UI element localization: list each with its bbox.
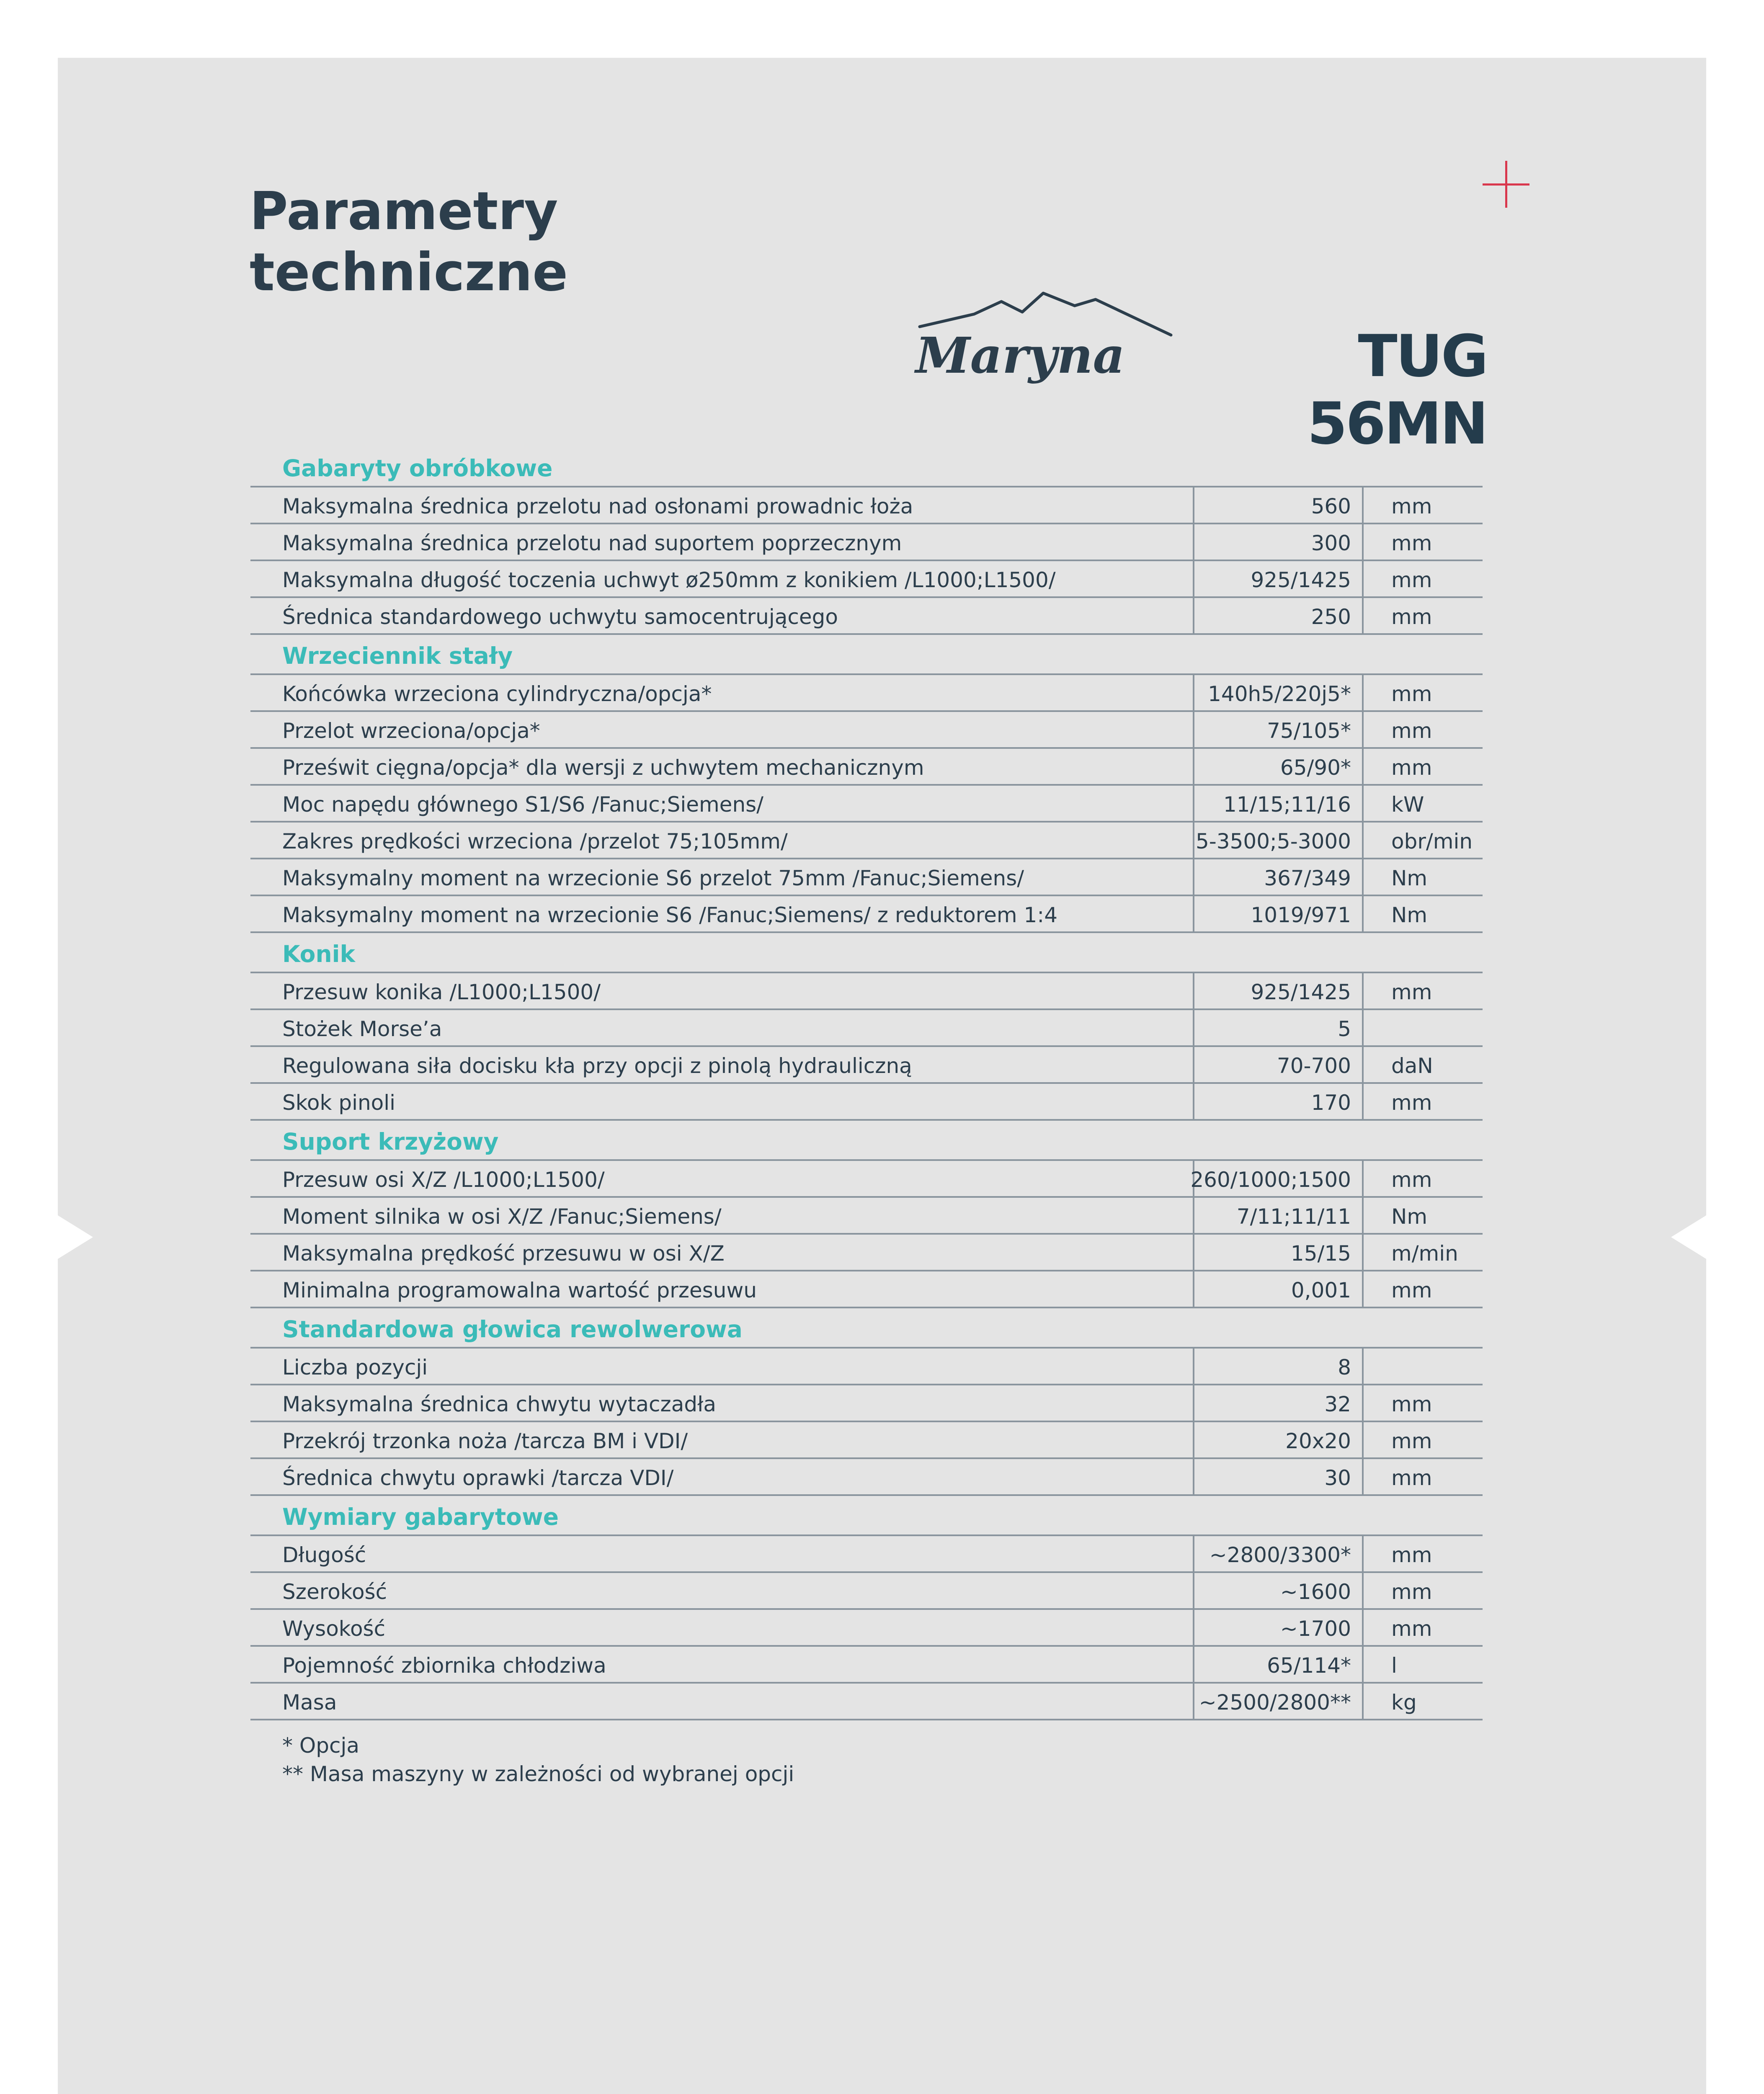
title-line-1: Parametry	[250, 181, 558, 242]
value-cell	[1193, 1536, 1364, 1571]
row-value: 75/105*	[1267, 719, 1351, 743]
value-cell	[1193, 598, 1364, 633]
row-unit: mm	[1391, 1429, 1432, 1453]
value-cell	[1193, 487, 1364, 523]
value-cell	[1193, 1010, 1364, 1045]
table-row	[250, 1271, 1483, 1308]
row-unit: Nm	[1391, 1204, 1428, 1229]
table-row	[250, 1610, 1483, 1647]
table-row	[250, 598, 1483, 635]
value-cell	[1193, 1084, 1364, 1119]
table-row	[250, 675, 1483, 712]
table-row	[250, 859, 1483, 896]
row-value: 1019/971	[1251, 903, 1351, 927]
section-header	[250, 447, 1483, 487]
value-cell	[1193, 786, 1364, 821]
value-cell	[1193, 823, 1364, 858]
value-cell	[1190, 1161, 1364, 1196]
table-row	[250, 1235, 1483, 1271]
table-row	[250, 1161, 1483, 1198]
row-unit: mm	[1391, 1091, 1432, 1115]
table-row	[250, 1385, 1483, 1422]
row-label: Maksymalna długość toczenia uchwyt ø250mm z konikiem /L1000;L1500/	[282, 568, 1056, 592]
brand-name: Maryna	[916, 326, 1125, 384]
row-value: 300	[1311, 531, 1351, 555]
value-cell	[1193, 1235, 1364, 1270]
row-unit: m/min	[1391, 1241, 1458, 1266]
row-label: Maksymalna średnica przelotu nad suportem poprzecznym	[282, 531, 902, 555]
row-label: Liczba pozycji	[282, 1355, 428, 1380]
row-value: 140h5/220j5*	[1208, 682, 1351, 706]
row-unit: mm	[1391, 1278, 1432, 1302]
row-label: Moment silnika w osi X/Z /Fanuc;Siemens/	[282, 1204, 722, 1229]
title-line-2: techniczne	[250, 242, 568, 303]
value-cell	[1193, 1610, 1364, 1645]
row-unit: mm	[1391, 494, 1432, 518]
row-unit: mm	[1391, 1580, 1432, 1604]
row-value: 20x20	[1285, 1429, 1351, 1453]
row-unit: kg	[1391, 1690, 1417, 1715]
value-cell	[1193, 1459, 1364, 1494]
footnotes	[282, 1731, 794, 1788]
table-row	[250, 749, 1483, 786]
row-value: 925/1425	[1251, 980, 1351, 1004]
table-row	[250, 1084, 1483, 1121]
row-label: Maksymalna średnica chwytu wytaczadła	[282, 1392, 716, 1416]
left-notch	[58, 1215, 93, 1259]
row-value: 30	[1324, 1466, 1351, 1490]
crosshair-icon	[1483, 161, 1529, 208]
value-cell	[1193, 859, 1364, 895]
row-unit: mm	[1391, 1392, 1432, 1416]
table-row	[250, 823, 1483, 859]
row-label: Maksymalna średnica przelotu nad osłonami prowadnic łoża	[282, 494, 913, 518]
table-row	[250, 1349, 1483, 1385]
row-unit: Nm	[1391, 903, 1428, 927]
row-unit: daN	[1391, 1054, 1433, 1078]
row-value: 32	[1324, 1392, 1351, 1416]
brand-logo	[911, 289, 1179, 385]
row-value: 560	[1311, 494, 1351, 518]
row-label: Maksymalny moment na wrzecionie S6 /Fanuc;Siemens/ z reduktorem 1:4	[282, 903, 1058, 927]
row-unit: mm	[1391, 605, 1432, 629]
section-header	[250, 933, 1483, 973]
row-label: Skok pinoli	[282, 1091, 396, 1115]
row-label: Przesuw konika /L1000;L1500/	[282, 980, 601, 1004]
value-cell	[1193, 1684, 1364, 1719]
value-cell	[1193, 524, 1364, 560]
footnote-mass: ** Masa maszyny w zależności od wybranej opcji	[282, 1762, 794, 1786]
row-value: 5-3500;5-3000	[1195, 829, 1351, 854]
value-cell	[1193, 1422, 1364, 1457]
row-label: Zakres prędkości wrzeciona /przelot 75;105mm/	[282, 829, 788, 854]
row-unit: mm	[1391, 1543, 1432, 1567]
value-cell	[1193, 675, 1364, 710]
row-label: Średnica chwytu oprawki /tarcza VDI/	[282, 1466, 674, 1490]
value-cell	[1193, 1198, 1364, 1233]
row-label: Regulowana siła docisku kła przy opcji z pinolą hydrauliczną	[282, 1054, 912, 1078]
row-label: Długość	[282, 1543, 366, 1567]
row-value: 8	[1338, 1355, 1351, 1380]
table-row	[250, 896, 1483, 933]
table-row	[250, 1010, 1483, 1047]
row-unit: obr/min	[1391, 829, 1473, 854]
row-label: Stożek Morse’a	[282, 1017, 442, 1041]
row-unit: mm	[1391, 756, 1432, 780]
table-row	[250, 1536, 1483, 1573]
row-unit: mm	[1391, 980, 1432, 1004]
table-row	[250, 1684, 1483, 1720]
row-value: 65/114*	[1267, 1653, 1351, 1678]
row-value: ~2500/2800**	[1199, 1690, 1351, 1715]
value-cell	[1193, 561, 1364, 596]
row-value: 65/90*	[1280, 756, 1351, 780]
value-cell	[1193, 1573, 1364, 1608]
table-row	[250, 712, 1483, 749]
row-unit: mm	[1391, 1466, 1432, 1490]
row-value: 367/349	[1264, 866, 1351, 890]
table-row	[250, 1422, 1483, 1459]
section-title: Standardowa głowica rewolwerowa	[282, 1316, 743, 1343]
value-cell	[1193, 1271, 1364, 1307]
row-label: Szerokość	[282, 1580, 387, 1604]
row-label: Przesuw osi X/Z /L1000;L1500/	[282, 1168, 605, 1192]
table-row	[250, 1573, 1483, 1610]
row-value: 7/11;11/11	[1236, 1204, 1351, 1229]
section-header	[250, 1121, 1483, 1161]
row-label: Końcówka wrzeciona cylindryczna/opcja*	[282, 682, 712, 706]
row-value: ~1700	[1280, 1617, 1351, 1641]
row-label: Minimalna programowalna wartość przesuwu	[282, 1278, 757, 1302]
row-label: Masa	[282, 1690, 337, 1715]
row-value: ~1600	[1280, 1580, 1351, 1604]
spec-table	[250, 447, 1483, 1720]
section-header	[250, 1308, 1483, 1349]
row-value: 0,001	[1291, 1278, 1351, 1302]
row-unit: mm	[1391, 1168, 1432, 1192]
right-notch	[1671, 1215, 1706, 1259]
row-unit: mm	[1391, 1617, 1432, 1641]
row-unit: mm	[1391, 568, 1432, 592]
row-unit: mm	[1391, 682, 1432, 706]
value-cell	[1193, 1047, 1364, 1082]
value-cell	[1193, 749, 1364, 784]
row-unit: l	[1391, 1653, 1397, 1678]
table-row	[250, 561, 1483, 598]
row-label: Przekrój trzonka noża /tarcza BM i VDI/	[282, 1429, 688, 1453]
table-row	[250, 1459, 1483, 1496]
section-title: Suport krzyżowy	[282, 1128, 499, 1155]
row-value: 250	[1311, 605, 1351, 629]
table-row	[250, 786, 1483, 823]
value-cell	[1193, 1385, 1364, 1421]
value-cell	[1193, 1647, 1364, 1682]
table-row	[250, 524, 1483, 561]
row-value: 170	[1311, 1091, 1351, 1115]
row-value: 15/15	[1290, 1241, 1351, 1266]
row-value: 260/1000;1500	[1190, 1168, 1351, 1192]
row-label: Pojemność zbiornika chłodziwa	[282, 1653, 606, 1678]
row-label: Średnica standardowego uchwytu samocentrującego	[282, 605, 838, 629]
row-unit: mm	[1391, 531, 1432, 555]
value-cell	[1193, 973, 1364, 1008]
value-cell	[1193, 896, 1364, 931]
section-title: Wymiary gabarytowe	[282, 1503, 559, 1530]
row-value: 70-700	[1277, 1054, 1351, 1078]
row-value: 925/1425	[1251, 568, 1351, 592]
section-title: Wrzeciennik stały	[282, 642, 513, 669]
page-title	[250, 181, 568, 303]
section-header	[250, 635, 1483, 675]
row-value: ~2800/3300*	[1209, 1543, 1351, 1567]
row-label: Maksymalny moment na wrzecionie S6 przelot 75mm /Fanuc;Siemens/	[282, 866, 1024, 890]
table-row	[250, 1047, 1483, 1084]
row-value: 11/15;11/16	[1223, 792, 1351, 817]
value-cell	[1193, 712, 1364, 747]
row-unit: Nm	[1391, 866, 1428, 890]
row-label: Wysokość	[282, 1617, 386, 1641]
section-title: Gabaryty obróbkowe	[282, 455, 553, 482]
row-label: Przelot wrzeciona/opcja*	[282, 719, 540, 743]
row-label: Maksymalna prędkość przesuwu w osi X/Z	[282, 1241, 725, 1266]
row-unit: mm	[1391, 719, 1432, 743]
section-title: Konik	[282, 941, 356, 967]
table-row	[250, 487, 1483, 524]
row-unit: kW	[1391, 792, 1424, 817]
row-label: Prześwit cięgna/opcja* dla wersji z uchwytem mechanicznym	[282, 756, 924, 780]
footnote-option: * Opcja	[282, 1733, 360, 1758]
row-label: Moc napędu głównego S1/S6 /Fanuc;Siemens/	[282, 792, 764, 817]
table-row	[250, 973, 1483, 1010]
row-value: 5	[1338, 1017, 1351, 1041]
table-row	[250, 1647, 1483, 1684]
section-header	[250, 1496, 1483, 1536]
model-name: TUG 56MN	[1307, 322, 1487, 457]
table-row	[250, 1198, 1483, 1235]
value-cell	[1193, 1349, 1364, 1384]
